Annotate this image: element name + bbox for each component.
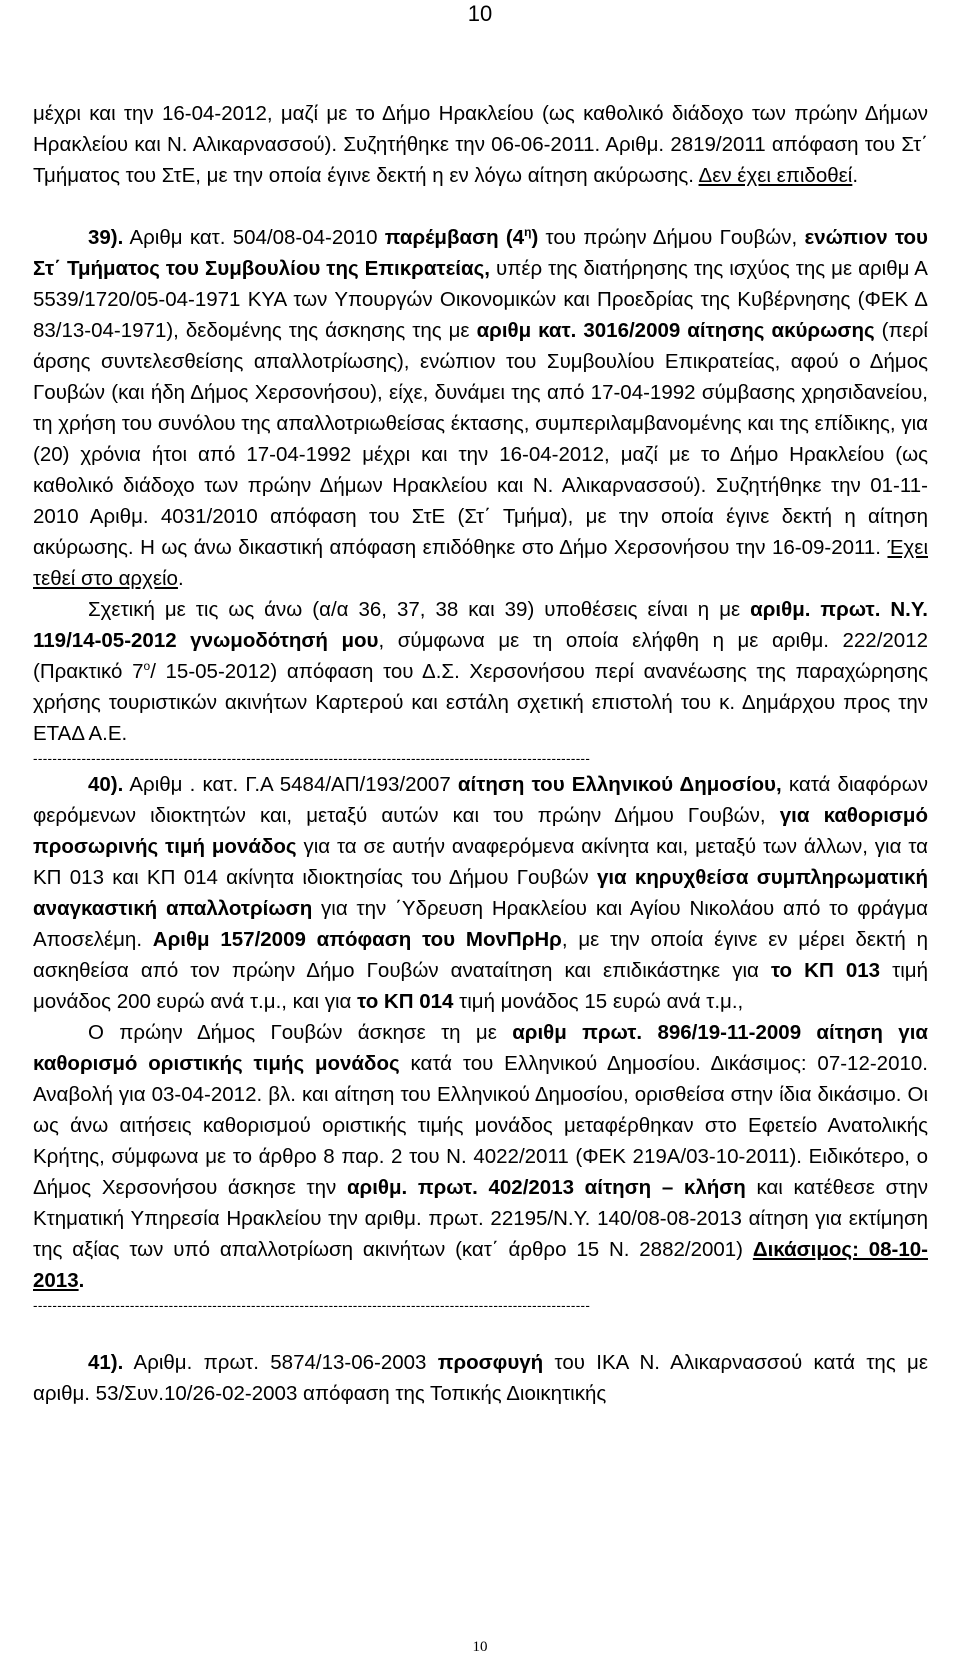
text-run: τιμή μονάδος 15 ευρώ ανά τ.μ., [453,990,744,1013]
text-run: για τα σε αυτήν αναφερόμενα ακίνητα και, μεταξύ των άλλων, για τα ΚΠ 013 και ΚΠ 014 ακίνητα ιδιοκτησίας του Δήμου Γουβών [33,835,929,889]
paragraph-40 [33,769,928,1017]
text-run: Αριθμ . κατ. Γ.Α 5484/ΑΠ/193/2007 [123,773,458,796]
text-run: για την ΄Υδρευση Ηρακλείου και Αγίου Νικολάου από το φράγμα Αποσελέμη. [33,897,928,951]
text-run: υπέρ της διατήρησης της ισχύος της με αριθμ Α 5539/1720/05-04-1971 ΚΥΑ των Υπουργών Οικονομικών και Προεδρίας της Κυβέρνησης (ΦΕΚ Δ 83/13-04-1971), δεδομένης της άσκησης της με [33,257,928,342]
bold-run [385,226,539,249]
text-run: και κατέθεσε στην Κτηματική Υπηρεσία Ηρακλείου την αριθμ. πρωτ. 22195/Ν.Υ. 140/08-08-2013 αίτηση για εκτίμηση της αξίας των υπό απαλλοτρίωση ακινήτων (κατ΄ άρθρο 15 Ν. 2882/2001) [33,1176,928,1261]
paragraph-38-continuation [33,98,928,191]
bold-run: αριθμ κατ. 3016/2009 αίτησης ακύρωσης [476,319,875,342]
paragraph-related-opinion [33,594,928,749]
bold-run: για καθορισμό προσωρινής τιμή μονάδος [33,804,928,858]
hearing-date: Δικάσιμος: 08-10-2013 [33,1238,928,1292]
text-run: . [852,164,859,187]
paragraph-41 [33,1347,928,1409]
bold-run: προσφυγή [437,1351,544,1374]
paragraph-39 [33,222,928,594]
page-number-bottom: 10 [472,1639,488,1655]
bold-run: αίτηση του Ελληνικού Δημοσίου, [457,773,782,796]
status-archived: Έχει τεθεί στο αρχείο [33,536,928,590]
bold-run: αριθμ. πρωτ. 402/2013 αίτηση – κλήση [346,1176,746,1199]
item-number-39: 39). [88,226,124,249]
text-run: του πρώην Δήμου Γουβών, [538,226,805,249]
text-run: . [177,567,184,590]
text-run: Αριθμ κατ. 504/08-04-2010 [123,226,385,249]
bold-text: παρέμβαση (4 [384,226,525,249]
page-number-top: 10 [467,1,493,26]
bold-run: Αριθμ 157/2009 απόφαση του ΜονΠρΗρ [152,928,562,951]
text-run: , με την οποία έγινε εν μέρει δεκτή η ασκηθείσα από τον πρώην Δήμο Γουβών αναταίτηση και επιδικάστηκε για [33,928,928,982]
text-run: / 15-05-2012) απόφαση του Δ.Σ. Χερσονήσου περί ανανέωσης της παραχώρησης χρήσης τουριστικών ακινήτων Καρτερού και εστάλη σχετική επιστολή του κ. Δημάρχου προς την ΕΤΑΔ Α.Ε. [33,660,928,745]
text-run: , σύμφωνα με τη οποία ελήφθη η με αριθμ. 222/2012 (Πρακτικό 7 [33,629,928,683]
item-number-40: 40). [88,773,124,796]
text-run: τιμή μονάδος 200 ευρώ ανά τ.μ., και για [33,959,928,1013]
item-number-41: 41). [88,1351,124,1374]
document-body [33,98,928,1409]
status-not-served: Δεν έχει επιδοθεί [698,164,853,187]
superscript: ο [143,659,151,674]
text-run: μέχρι και την 16-04-2012, μαζί με το Δήμο Ηρακλείου (ως καθολικό διάδοχο των πρώην Δήμων Ηρακλείου και Ν. Αλικαρνασσού). Συζητήθηκε την 06-06-2011. Αριθμ. 2819/2011 απόφαση του Στ΄ Τμήματος του ΣτΕ, με την οποία έγινε δεκτή η εν λόγω αίτηση ακύρωσης. [33,102,928,187]
bold-run: αριθμ. πρωτ. Ν.Υ. 119/14-05-2012 γνωμοδότησή μου [33,598,928,652]
bold-run: το ΚΠ 014 [357,990,454,1013]
text-run: Αριθμ. πρωτ. 5874/13-06-2003 [123,1351,438,1374]
dashed-divider: ------------------------------------------------------------------------------------------------------------------- [33,1298,591,1313]
text-run: (περί άρσης συντελεσθείσης απαλλοτρίωσης), ενώπιον του Συμβουλίου Επικρατείας, αφού ο Δήμος Γουβών (και ήδη Δήμος Χερσονήσου), είχε, δυνάμει της από 17-04-1992 σύμβασης χρησιδανείου, τη χρήση του συνόλου της απαλλοτριωθείσας έκτασης, συμπεριλαμβανομένης και της επίδικης, για (20) χρόνια ήτοι από 17-04-1992 μέχρι και την 16-04-2012, μαζί με το Δήμο Ηρακλείου (ως καθολικό διάδοχο των πρώην Δήμων Ηρακλείου και Ν. Αλικαρνασσού). Συζητήθηκε την 01-11-2010 Αριθμ. 4031/2010 απόφαση του ΣτΕ (Στ΄ Τμήμα), με την οποία έγινε δεκτή η αίτηση ακύρωσης. Η ως άνω δικαστική απόφαση επιδόθηκε στο Δήμο Χερσονήσου την 16-09-2011. [33,319,928,559]
bold-run: αριθμ πρωτ. 896/19-11-2009 αίτηση για καθορισμό οριστικής τιμής μονάδος [33,1021,928,1075]
dashed-divider: ------------------------------------------------------------------------------------------------------------------- [33,751,591,766]
bold-run: το ΚΠ 013 [770,959,881,982]
bold-text: ) [531,226,539,249]
bold-run: ενώπιον του Στ΄ Τμήματος του Συμβουλίου της Επικρατείας, [33,226,928,280]
paragraph-40-final-price [33,1017,928,1296]
text-run: Ο πρώην Δήμος Γουβών άσκησε τη με [88,1021,513,1044]
bold-run: . [78,1269,85,1292]
text-run: Σχετική με τις ως άνω (α/α 36, 37, 38 και 39) υποθέσεις είναι η με [88,598,751,621]
bold-run: για κηρυχθείσα συμπληρωματική αναγκαστική απαλλοτρίωση [33,866,928,920]
text-run: του ΙΚΑ Ν. Αλικαρνασσού κατά της με αριθμ. 53/Συν.10/26-02-2003 απόφαση της Τοπικής Διοικητικής [33,1351,928,1405]
text-run: κατά του Ελληνικού Δημοσίου. Δικάσιμος: 07-12-2010. Αναβολή για 03-04-2012. βλ. και αίτηση του Ελληνικού Δημοσίου, ορισθείσα στην ίδια δικάσιμο. Οι ως άνω αιτήσεις καθορισμού οριστικής τιμής μονάδος μεταφέρθηκαν στο Εφετείο Ανατολικής Κρήτης, σύμφωνα με το άρθρο 8 παρ. 2 του Ν. 4022/2011 (ΦΕΚ 219Α/03-10-2011). Ειδικότερο, ο Δήμος Χερσονήσου άσκησε την [33,1052,928,1199]
superscript: η [524,225,532,240]
text-run: κατά διαφόρων φερόμενων ιδιοκτητών και, μεταξύ αυτών και του πρώην Δήμου Γουβών, [33,773,928,827]
